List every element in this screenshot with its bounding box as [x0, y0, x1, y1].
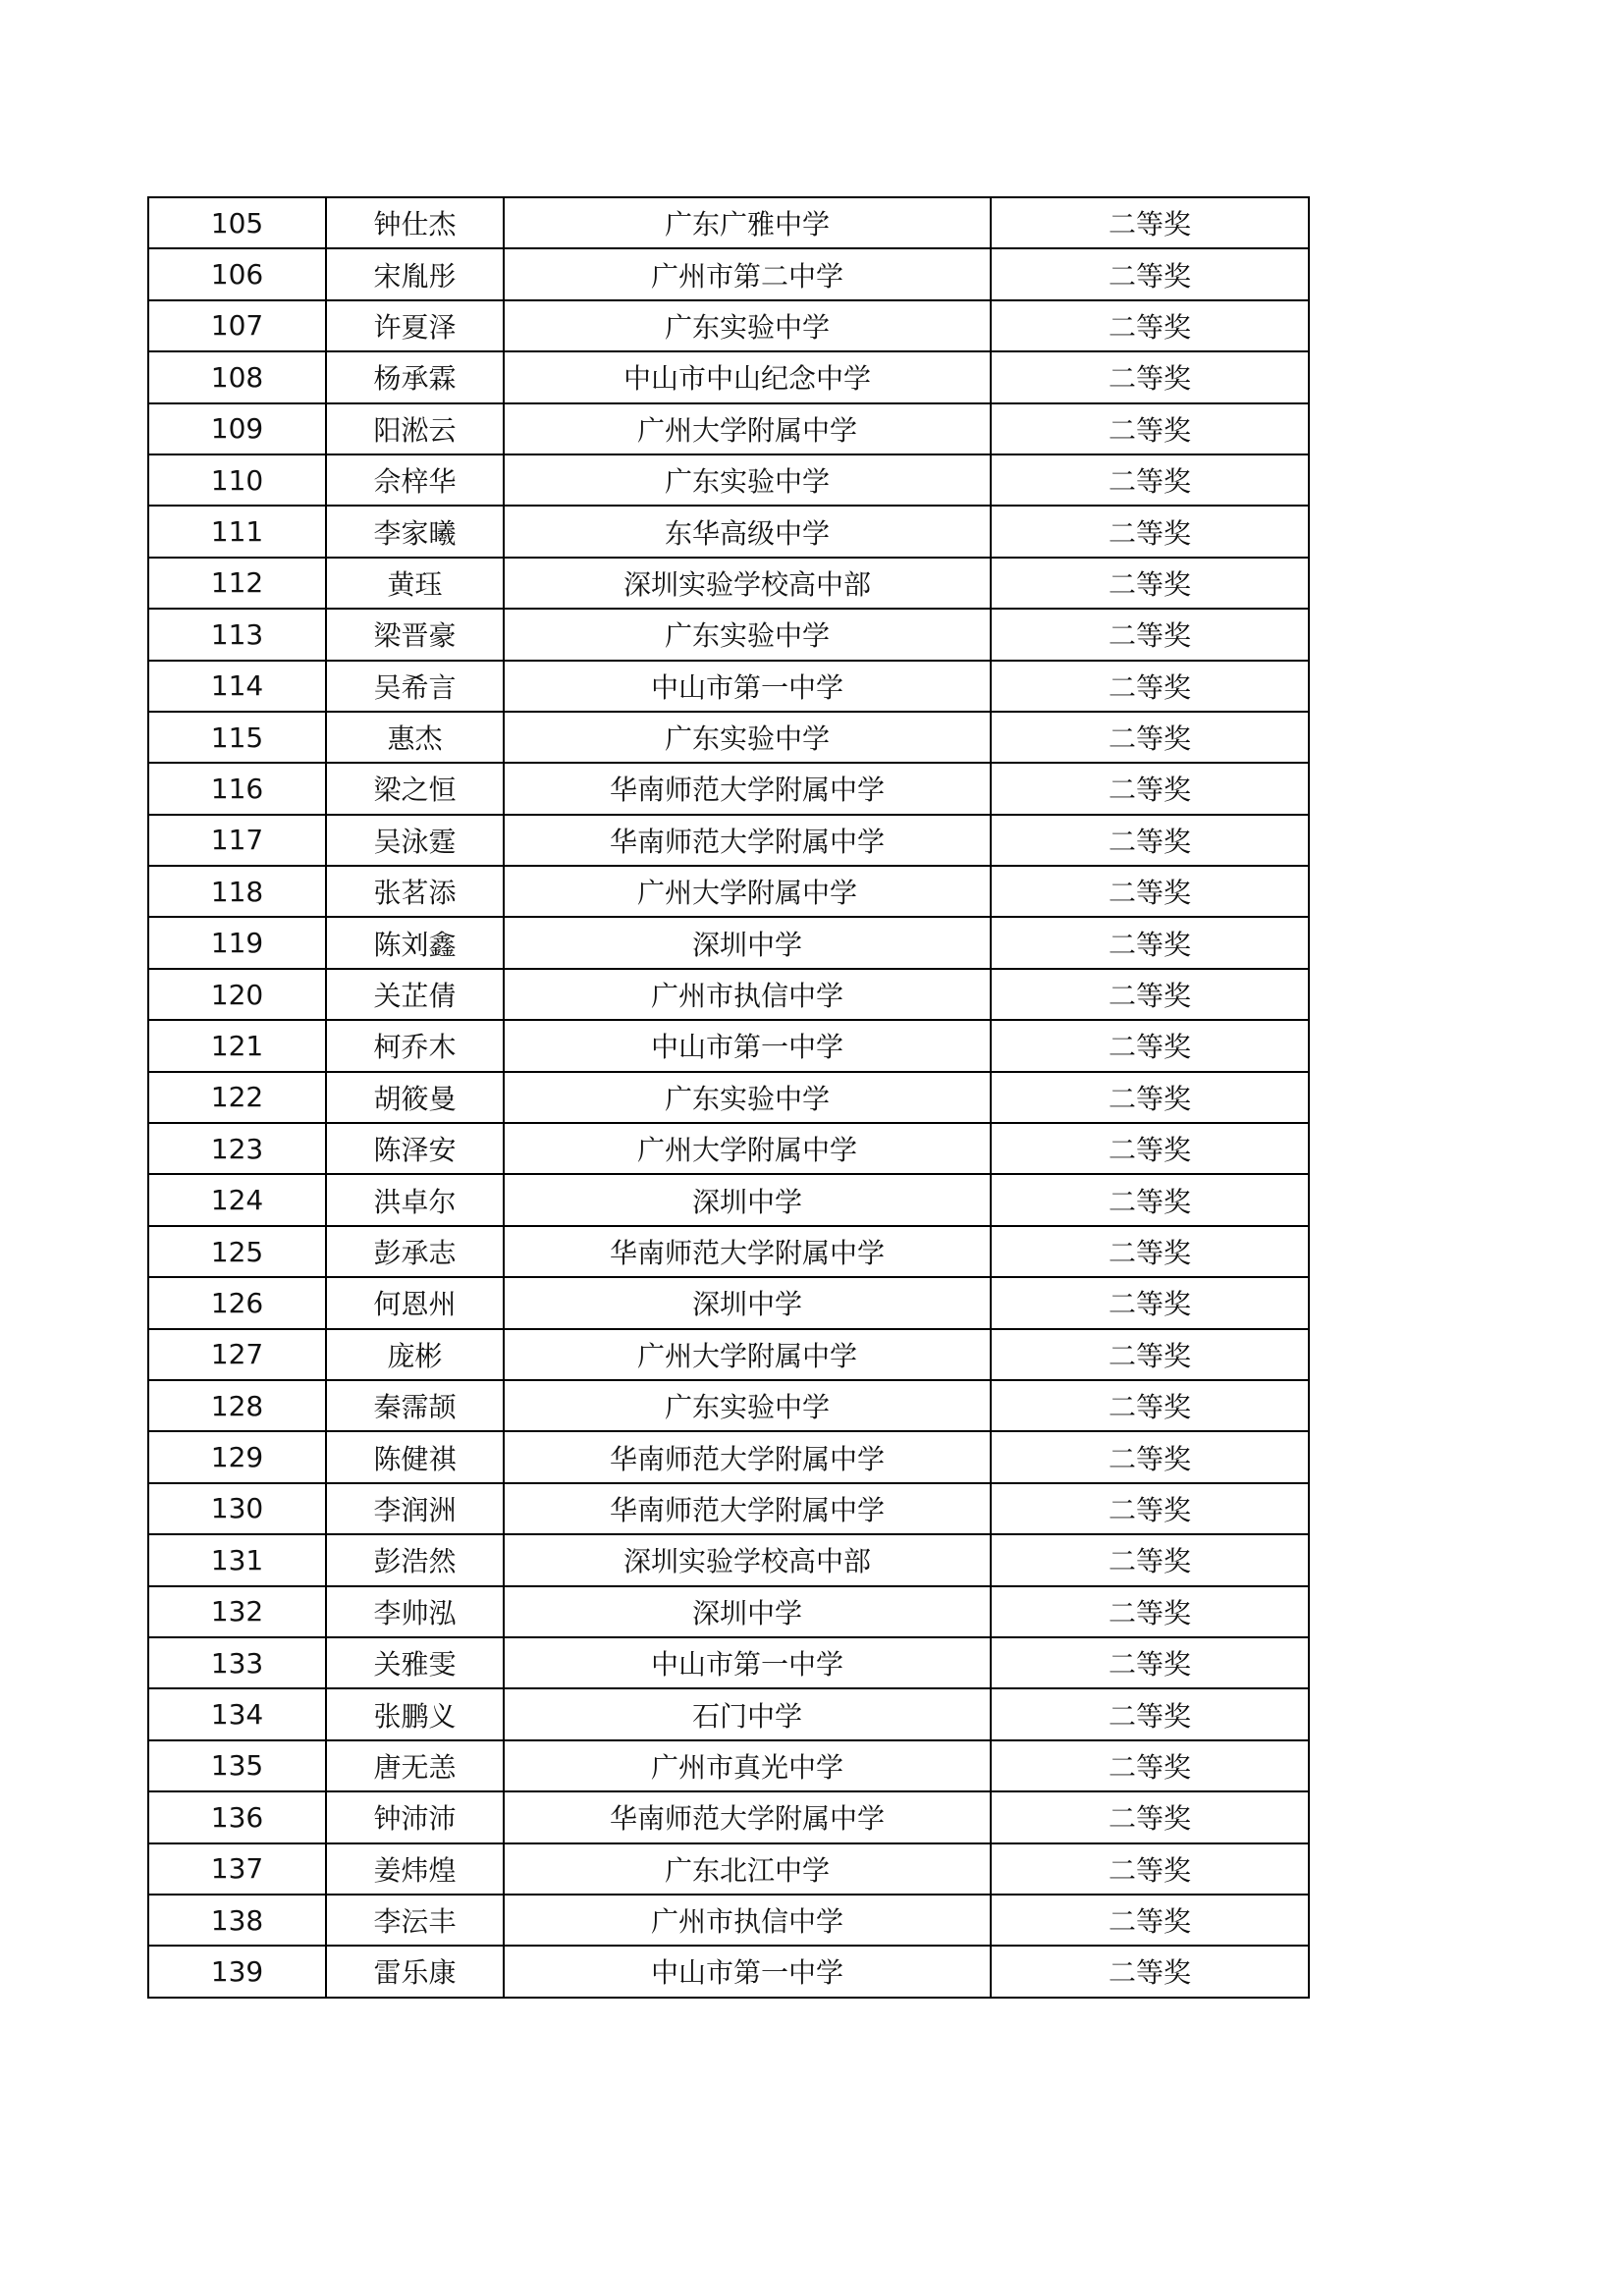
cell-name: 姜炜煌: [326, 1843, 504, 1895]
cell-school: 深圳实验学校高中部: [504, 558, 991, 609]
cell-award: 二等奖: [991, 712, 1309, 763]
cell-number: 105: [148, 197, 326, 248]
cell-name: 彭承志: [326, 1226, 504, 1277]
table-row: [148, 712, 1309, 763]
cell-number: 110: [148, 454, 326, 506]
cell-award: 二等奖: [991, 506, 1309, 557]
cell-award: 二等奖: [991, 1586, 1309, 1637]
table-row: [148, 1226, 1309, 1277]
cell-number: 123: [148, 1123, 326, 1174]
cell-school: 华南师范大学附属中学: [504, 815, 991, 866]
table-row: [148, 1329, 1309, 1380]
cell-number: 120: [148, 969, 326, 1020]
table-row: [148, 1380, 1309, 1431]
cell-name: 张茗添: [326, 866, 504, 917]
cell-name: 洪卓尔: [326, 1174, 504, 1225]
cell-name: 许夏泽: [326, 300, 504, 351]
cell-school: 广东实验中学: [504, 454, 991, 506]
cell-award: 二等奖: [991, 1791, 1309, 1842]
cell-award: 二等奖: [991, 763, 1309, 814]
cell-name: 柯乔木: [326, 1020, 504, 1071]
cell-number: 122: [148, 1072, 326, 1123]
cell-award: 二等奖: [991, 609, 1309, 660]
cell-name: 吴泳霆: [326, 815, 504, 866]
cell-award: 二等奖: [991, 866, 1309, 917]
table-row: [148, 248, 1309, 299]
cell-school: 广州大学附属中学: [504, 1329, 991, 1380]
cell-number: 115: [148, 712, 326, 763]
cell-school: 中山市第一中学: [504, 1020, 991, 1071]
cell-name: 胡筱曼: [326, 1072, 504, 1123]
cell-school: 广东实验中学: [504, 1072, 991, 1123]
cell-school: 深圳中学: [504, 1586, 991, 1637]
cell-award: 二等奖: [991, 1329, 1309, 1380]
cell-award: 二等奖: [991, 300, 1309, 351]
cell-name: 惠杰: [326, 712, 504, 763]
cell-school: 广东实验中学: [504, 1380, 991, 1431]
cell-number: 119: [148, 917, 326, 968]
table-row: [148, 1277, 1309, 1328]
cell-number: 127: [148, 1329, 326, 1380]
cell-name: 陈刘鑫: [326, 917, 504, 968]
cell-name: 陈健祺: [326, 1431, 504, 1482]
cell-number: 124: [148, 1174, 326, 1225]
cell-school: 深圳实验学校高中部: [504, 1534, 991, 1585]
cell-name: 钟沛沛: [326, 1791, 504, 1842]
cell-name: 何恩州: [326, 1277, 504, 1328]
table-row: [148, 1123, 1309, 1174]
cell-name: 关芷倩: [326, 969, 504, 1020]
cell-award: 二等奖: [991, 351, 1309, 402]
cell-school: 中山市中山纪念中学: [504, 351, 991, 402]
cell-award: 二等奖: [991, 1637, 1309, 1688]
table-row: [148, 197, 1309, 248]
table-row: [148, 609, 1309, 660]
table-row: [148, 1843, 1309, 1895]
cell-award: 二等奖: [991, 917, 1309, 968]
cell-award: 二等奖: [991, 1946, 1309, 1997]
cell-school: 中山市第一中学: [504, 1637, 991, 1688]
cell-award: 二等奖: [991, 1431, 1309, 1482]
cell-name: 关雅雯: [326, 1637, 504, 1688]
cell-award: 二等奖: [991, 454, 1309, 506]
cell-number: 138: [148, 1895, 326, 1946]
cell-award: 二等奖: [991, 248, 1309, 299]
cell-school: 广州市真光中学: [504, 1740, 991, 1791]
cell-number: 139: [148, 1946, 326, 1997]
cell-award: 二等奖: [991, 1072, 1309, 1123]
cell-award: 二等奖: [991, 1020, 1309, 1071]
cell-number: 135: [148, 1740, 326, 1791]
cell-name: 吴希言: [326, 661, 504, 712]
cell-name: 梁晋豪: [326, 609, 504, 660]
cell-number: 108: [148, 351, 326, 402]
table-row: [148, 351, 1309, 402]
cell-award: 二等奖: [991, 1895, 1309, 1946]
cell-school: 中山市第一中学: [504, 661, 991, 712]
cell-name: 佘梓华: [326, 454, 504, 506]
cell-name: 陈泽安: [326, 1123, 504, 1174]
cell-number: 107: [148, 300, 326, 351]
table-row: [148, 1431, 1309, 1482]
cell-number: 112: [148, 558, 326, 609]
table-row: [148, 506, 1309, 557]
cell-award: 二等奖: [991, 1843, 1309, 1895]
cell-number: 117: [148, 815, 326, 866]
cell-award: 二等奖: [991, 558, 1309, 609]
cell-name: 钟仕杰: [326, 197, 504, 248]
cell-award: 二等奖: [991, 1380, 1309, 1431]
cell-number: 129: [148, 1431, 326, 1482]
cell-school: 华南师范大学附属中学: [504, 1791, 991, 1842]
cell-school: 广东实验中学: [504, 609, 991, 660]
cell-school: 石门中学: [504, 1688, 991, 1739]
cell-number: 126: [148, 1277, 326, 1328]
cell-school: 东华高级中学: [504, 506, 991, 557]
cell-award: 二等奖: [991, 661, 1309, 712]
table-row: [148, 1483, 1309, 1534]
cell-award: 二等奖: [991, 403, 1309, 454]
award-table: [147, 196, 1310, 1999]
cell-school: 广东广雅中学: [504, 197, 991, 248]
cell-award: 二等奖: [991, 815, 1309, 866]
table-row: [148, 815, 1309, 866]
cell-school: 广州市第二中学: [504, 248, 991, 299]
cell-number: 121: [148, 1020, 326, 1071]
cell-school: 广州大学附属中学: [504, 403, 991, 454]
table-row: [148, 1534, 1309, 1585]
cell-number: 106: [148, 248, 326, 299]
cell-number: 128: [148, 1380, 326, 1431]
table-row: [148, 1895, 1309, 1946]
table-row: [148, 917, 1309, 968]
table-row: [148, 763, 1309, 814]
cell-number: 134: [148, 1688, 326, 1739]
cell-school: 广东实验中学: [504, 712, 991, 763]
cell-name: 庞彬: [326, 1329, 504, 1380]
cell-name: 雷乐康: [326, 1946, 504, 1997]
cell-award: 二等奖: [991, 1483, 1309, 1534]
cell-name: 阳淞云: [326, 403, 504, 454]
cell-award: 二等奖: [991, 197, 1309, 248]
cell-number: 137: [148, 1843, 326, 1895]
cell-name: 宋胤彤: [326, 248, 504, 299]
cell-award: 二等奖: [991, 1226, 1309, 1277]
table-row: [148, 1688, 1309, 1739]
cell-award: 二等奖: [991, 1174, 1309, 1225]
cell-school: 华南师范大学附属中学: [504, 1431, 991, 1482]
cell-school: 广州大学附属中学: [504, 1123, 991, 1174]
table-row: [148, 454, 1309, 506]
table-row: [148, 1637, 1309, 1688]
cell-school: 华南师范大学附属中学: [504, 763, 991, 814]
table-row: [148, 661, 1309, 712]
cell-name: 杨承霖: [326, 351, 504, 402]
cell-school: 中山市第一中学: [504, 1946, 991, 1997]
table-row: [148, 1946, 1309, 1997]
cell-award: 二等奖: [991, 1534, 1309, 1585]
cell-award: 二等奖: [991, 1123, 1309, 1174]
cell-number: 111: [148, 506, 326, 557]
cell-name: 秦霈颉: [326, 1380, 504, 1431]
cell-school: 广州市执信中学: [504, 969, 991, 1020]
cell-number: 136: [148, 1791, 326, 1842]
cell-school: 广州市执信中学: [504, 1895, 991, 1946]
cell-name: 黄珏: [326, 558, 504, 609]
table-row: [148, 403, 1309, 454]
cell-name: 梁之恒: [326, 763, 504, 814]
award-table-body: [148, 197, 1309, 1998]
table-row: [148, 1174, 1309, 1225]
cell-number: 114: [148, 661, 326, 712]
cell-school: 深圳中学: [504, 917, 991, 968]
table-row: [148, 1791, 1309, 1842]
cell-school: 深圳中学: [504, 1277, 991, 1328]
cell-school: 华南师范大学附属中学: [504, 1226, 991, 1277]
cell-school: 华南师范大学附属中学: [504, 1483, 991, 1534]
cell-number: 133: [148, 1637, 326, 1688]
table-row: [148, 558, 1309, 609]
cell-school: 广东北江中学: [504, 1843, 991, 1895]
cell-school: 深圳中学: [504, 1174, 991, 1225]
table-row: [148, 866, 1309, 917]
table-row: [148, 300, 1309, 351]
table-row: [148, 1072, 1309, 1123]
cell-school: 广州大学附属中学: [504, 866, 991, 917]
table-row: [148, 1586, 1309, 1637]
cell-number: 131: [148, 1534, 326, 1585]
cell-number: 109: [148, 403, 326, 454]
cell-number: 118: [148, 866, 326, 917]
cell-number: 130: [148, 1483, 326, 1534]
cell-number: 132: [148, 1586, 326, 1637]
cell-number: 113: [148, 609, 326, 660]
table-row: [148, 1020, 1309, 1071]
table-row: [148, 969, 1309, 1020]
cell-award: 二等奖: [991, 1277, 1309, 1328]
cell-name: 李润洲: [326, 1483, 504, 1534]
cell-number: 125: [148, 1226, 326, 1277]
cell-award: 二等奖: [991, 969, 1309, 1020]
cell-name: 唐无恙: [326, 1740, 504, 1791]
cell-name: 李沄丰: [326, 1895, 504, 1946]
cell-award: 二等奖: [991, 1740, 1309, 1791]
cell-school: 广东实验中学: [504, 300, 991, 351]
cell-award: 二等奖: [991, 1688, 1309, 1739]
cell-name: 李帅泓: [326, 1586, 504, 1637]
cell-name: 张鹏义: [326, 1688, 504, 1739]
cell-name: 彭浩然: [326, 1534, 504, 1585]
table-row: [148, 1740, 1309, 1791]
cell-number: 116: [148, 763, 326, 814]
cell-name: 李家曦: [326, 506, 504, 557]
